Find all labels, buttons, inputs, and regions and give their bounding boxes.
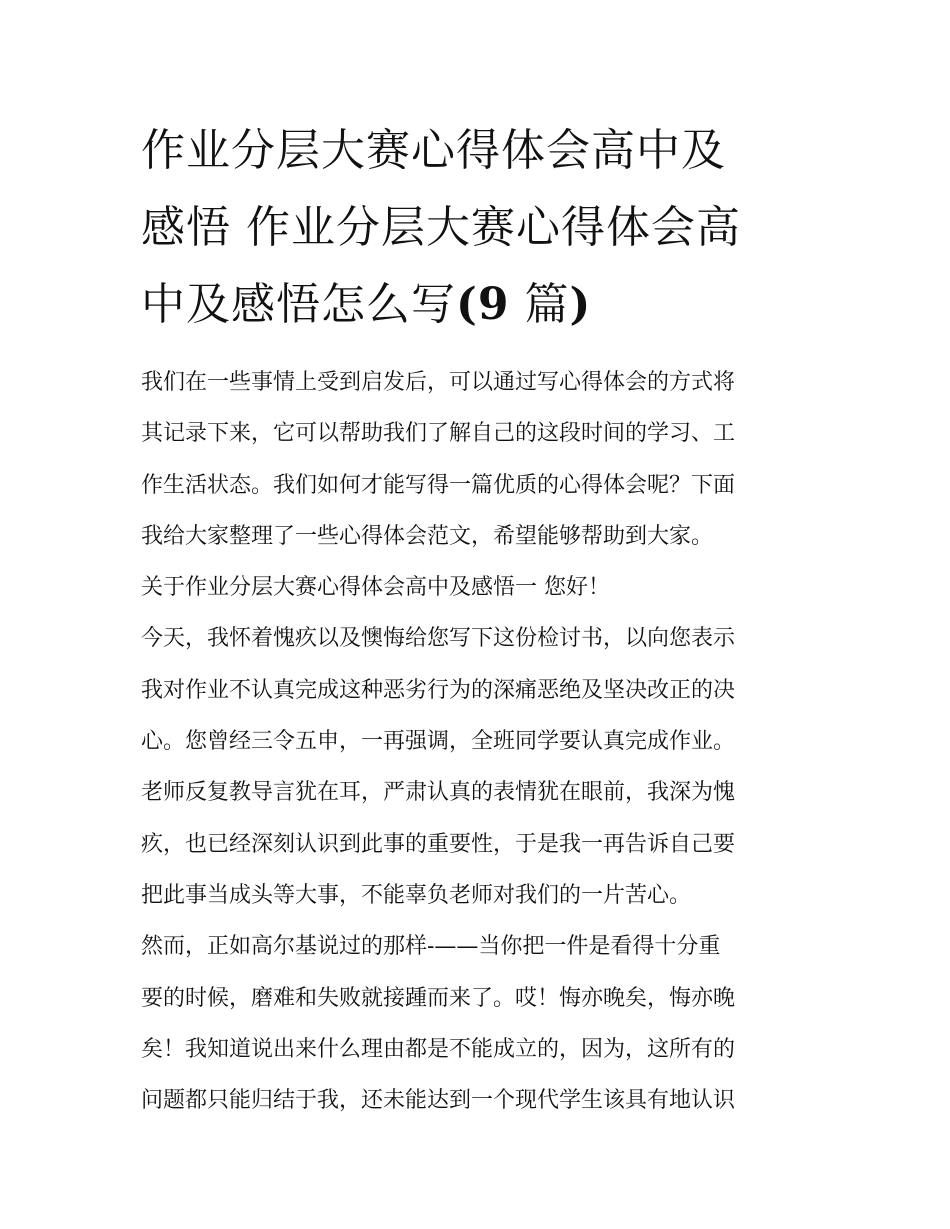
body-line: 把此事当成头等大事，不能辜负老师对我们的一片苦心。 [141, 882, 692, 908]
title-line-1: 作业分层大赛心得体会高中及 [141, 125, 726, 176]
title-count: (9 [456, 279, 510, 330]
document-body [141, 357, 816, 1126]
title-unit: 篇 [524, 279, 570, 330]
body-line: 疚，也已经深刻认识到此事的重要性，于是我一再告诉自己要 [141, 831, 736, 857]
body-line: 要的时候，磨难和失败就接踵而来了。哎！悔亦晚矣，悔亦晚 [141, 985, 736, 1011]
body-line: 老师反复教导言犹在耳，严肃认真的表情犹在眼前，我深为愧 [141, 780, 736, 806]
body-line: 我们在一些事情上受到启发后，可以通过写心得体会的方式将 [141, 370, 736, 395]
title-close-paren: ) [569, 279, 592, 330]
document-title [141, 112, 811, 343]
body-line: 今天，我怀着愧疚以及懊悔给您写下这份检讨书，以向您表示 [141, 626, 736, 652]
title-line-2: 感悟 作业分层大赛心得体会高 [141, 202, 741, 253]
body-line: 我给大家整理了一些心得体会范文，希望能够帮助到大家。 [141, 523, 714, 549]
title-line-3-text: 中及感悟怎么写 [141, 279, 456, 330]
title-line-3 [141, 266, 811, 343]
body-line: 心。您曾经三令五申，一再强调，全班同学要认真完成作业。 [141, 729, 736, 755]
body-line: 问题都只能归结于我，还未能达到一个现代学生该具有地认识 [141, 1088, 736, 1114]
body-line: 然而，正如高尔基说过的那样-——当你把一件是看得十分重 [141, 934, 721, 960]
section-heading: 关于作业分层大赛心得体会高中及感悟一 您好！ [141, 575, 610, 601]
body-line: 我对作业不认真完成这种恶劣行为的深痛恶绝及坚决改正的决 [141, 677, 736, 703]
body-line: 其记录下来，它可以帮助我们了解自己的这段时间的学习、工 [141, 421, 736, 447]
body-line: 作生活状态。我们如何才能写得一篇优质的心得体会呢？下面 [141, 472, 736, 498]
body-line: 矣！我知道说出来什么理由都是不能成立的，因为，这所有的 [141, 1036, 736, 1062]
